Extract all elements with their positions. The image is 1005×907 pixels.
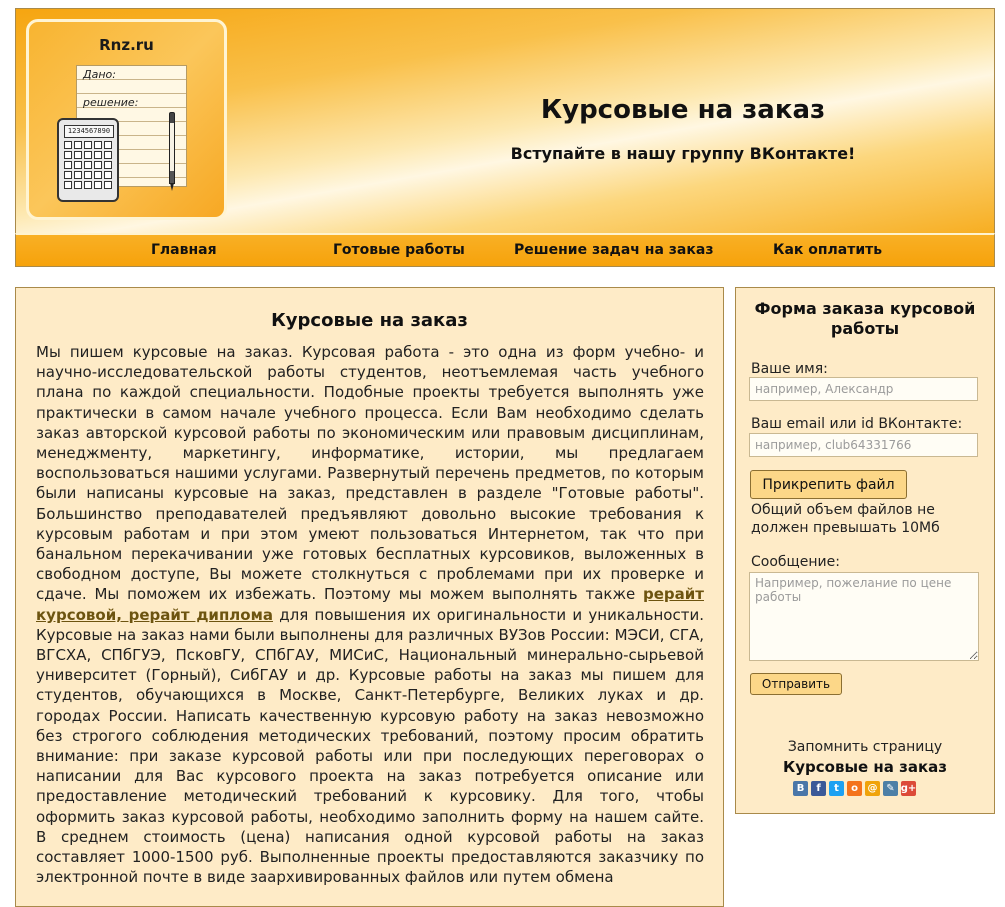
livejournal-icon[interactable]: ✎ [883, 781, 898, 796]
facebook-icon[interactable]: f [811, 781, 826, 796]
order-form-title: Форма заказа курсовой работы [754, 299, 976, 338]
nav-item-home[interactable]: Главная [151, 242, 217, 258]
file-size-note: Общий объем файлов не должен превышать 10Мб [751, 502, 940, 536]
message-label: Сообщение: [751, 554, 840, 570]
email-input[interactable] [749, 433, 978, 457]
site-logo[interactable] [26, 19, 227, 220]
site-title: Курсовые на заказ [540, 95, 826, 125]
calculator-keys [64, 141, 114, 189]
article-text [36, 342, 704, 887]
article-text-part-2: для повышения их оригинальности и уникальности. Курсовые на заказ нами были выполнены для различных ВУЗов России: МЭСИ, СГА, ВГСХА, СПбГУЭ, ПсковГУ, СПбГАУ, МИСиС, Национальный минерально-сырьевой университет (Горный), СибГАУ и др. Курсовые работы на заказ мы пишем для студентов, обучающихся в Москве, Санкт-Петербурге, Великих луках и др. городах России. Написать качественную курсовую работу на заказ невозможно без строгого соблюдения методических требований, поэтому просим обратить внимание: при заказе курсовой работы или при последующих переговорах о написании для Вас курсового проекта на заказ потребуется описание или предоставление методический требований к курсовику. Для того, чтобы оформить заказ курсовой работы, необходимо заполнить форму на нашем сайте. В среднем стоимость (цена) написания одной курсовой работы на заказ составляет 1000-1500 руб. Выполненные проекты предоставляются заказчику по электронной почте в виде заархивированных файлов или путем обмена [36, 605, 704, 887]
twitter-icon[interactable]: t [829, 781, 844, 796]
name-label: Ваше имя: [751, 361, 828, 377]
calculator-icon [57, 118, 119, 202]
name-input[interactable] [749, 377, 978, 401]
main-nav [15, 233, 995, 267]
vk-icon[interactable]: В [793, 781, 808, 796]
send-button[interactable]: Отправить [750, 673, 842, 695]
article-text-part-1: Мы пишем курсовые на заказ. Курсовая работа - это одна из форм учебно- и научно-исследовательской работы студентов, неотъемлемая часть учебного плана по каждой специальности. Подобные проекты требуется выполнять уже практически в самом начале учебного процесса. Если Вам необходимо сделать заказ авторской курсовой работы по экономическим или правовым дисциплинам, менеджменту, маркетингу, информатике, истории, мы предлагаем воспользоваться нашими услугами. Развернутый перечень предметов, по которым были написаны курсовые на заказ, представлен в разделе "Готовые работы". Большинство преподавателей предъявляют довольно высокие требования к курсовым работам и при этом умеют пользоваться Интернетом, так что при банальном перекачивании уже готовых бесплатных курсовиков, выложенных в свободном доступе, Вы можете столкнуться с проблемами при их проверке и сдаче. Мы поможем их избежать. Поэтому мы можем выполнять также [36, 343, 704, 604]
share-icons [793, 781, 916, 796]
notepad-solution-label: решение: [83, 96, 139, 109]
email-label: Ваш email или id ВКонтакте: [751, 416, 963, 432]
rewrite-link[interactable]: рерайт курсовой, рерайт диплома [36, 585, 704, 624]
vk-group-link[interactable]: Вступайте в нашу группу ВКонтакте! [510, 144, 856, 163]
googleplus-icon[interactable]: g+ [900, 783, 917, 794]
mailru-icon[interactable]: @ [865, 781, 880, 796]
main-content [15, 287, 724, 907]
odnoklassniki-icon[interactable]: о [847, 781, 862, 796]
nav-item-task-solving[interactable]: Решение задач на заказ [514, 242, 714, 258]
notepad-given-label: Дано: [83, 68, 116, 81]
nav-item-how-to-pay[interactable]: Как оплатить [773, 242, 883, 258]
logo-text: Rnz.ru [99, 36, 154, 54]
page-title: Курсовые на заказ [271, 310, 468, 331]
site-header [15, 8, 995, 233]
attach-file-button[interactable]: Прикрепить файл [750, 470, 907, 499]
nav-item-ready-works[interactable]: Готовые работы [333, 242, 465, 258]
message-textarea[interactable] [749, 572, 979, 661]
calculator-display: 1234567890 [64, 125, 114, 138]
bookmark-page-name: Курсовые на заказ [783, 758, 947, 776]
bookmark-title: Запомнить страницу [787, 739, 943, 755]
pen-icon [169, 112, 175, 184]
order-form-sidebar [735, 287, 995, 814]
